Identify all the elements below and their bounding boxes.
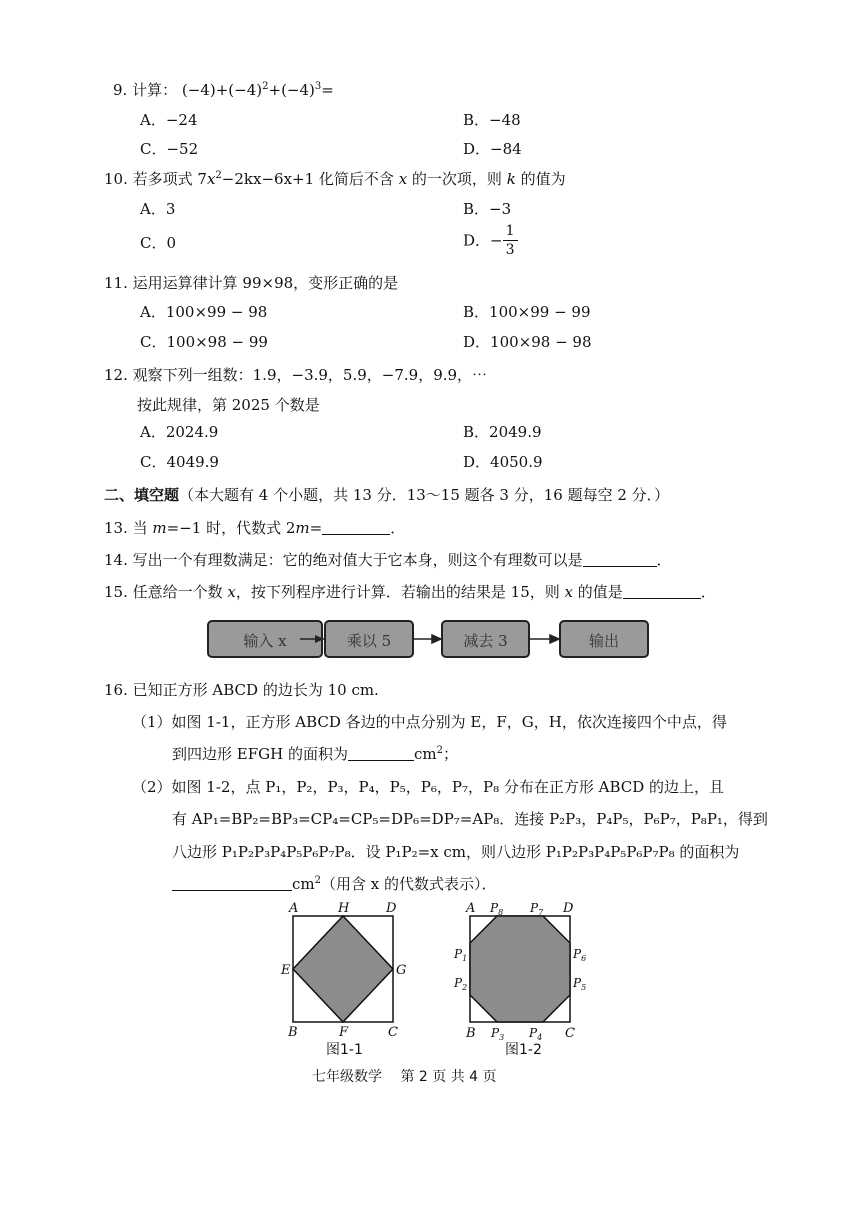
q9-option-a: A．−24 <box>140 111 198 129</box>
q16-part1-line2 <box>172 744 458 764</box>
q9-number: 9. <box>113 81 128 99</box>
q15-post: 的值是 <box>573 583 623 601</box>
q16-part1-line1: （1）如图 1-1，正方形 ABCD 各边的中点分别为 E，F，G，H，依次连接四个中点，得 <box>132 713 727 731</box>
q10-option-d-label: D． <box>463 231 491 250</box>
q16-number: 16. <box>104 681 128 699</box>
q16-part1-pow: 2 <box>436 745 443 756</box>
q13-var-m2: m <box>295 519 310 537</box>
q10-fraction-denominator: 3 <box>505 242 515 258</box>
q10-x-var: x <box>206 170 216 188</box>
q11-option-c: C．100×98 − 99 <box>140 333 268 351</box>
fig1-label-b: B <box>288 1025 298 1040</box>
q14-number: 14. <box>104 551 128 569</box>
q11-option-a: A．100×99 − 98 <box>140 303 268 321</box>
q13-number: 13. <box>104 519 128 537</box>
q9-equals: = <box>321 81 334 99</box>
q10-option-d-sign: − <box>490 231 503 250</box>
fig2-label-p6-sub: 6 <box>581 954 587 963</box>
section2-header <box>104 485 669 505</box>
fig2-label-b: B <box>466 1026 476 1041</box>
fig2-label-p1-sub: 1 <box>462 954 468 963</box>
fig2-label-p7-sub: 7 <box>538 908 544 917</box>
figure-1-1 <box>280 900 420 1050</box>
q16-part1-unit: cm <box>413 745 437 763</box>
q13-answer-blank[interactable] <box>322 520 390 535</box>
q12-number: 12. <box>104 366 128 384</box>
fig2-label-p8-sub: 8 <box>498 908 504 917</box>
fig1-label-g: G <box>396 963 407 978</box>
q16-part1-end: ； <box>442 745 458 763</box>
q16-part1-text: 到四边形 EFGH 的面积为 <box>172 745 348 763</box>
q15-end: ． <box>700 583 716 601</box>
q13-post: = <box>309 519 323 537</box>
q11-stem <box>104 273 398 293</box>
fig2-label-a: A <box>466 901 476 916</box>
q11-number: 11. <box>104 274 128 292</box>
q9-option-b: B．−48 <box>463 111 521 129</box>
q10-option-d <box>463 222 518 259</box>
q9-term2: (−4) <box>228 81 263 99</box>
q12-stem-line2: 按此规律，第 2025 个数是 <box>137 396 320 414</box>
q10-option-d-fraction <box>503 222 518 259</box>
figure-1-2 <box>452 900 602 1050</box>
q9-option-d: D．−84 <box>463 140 522 158</box>
section2-desc: （本大题有 4 个小题，共 13 分．13～15 题各 3 分，16 题每空 2 分．） <box>179 486 670 504</box>
q14-answer-blank[interactable] <box>583 552 657 567</box>
q10-number: 10. <box>104 170 128 188</box>
footer-page: 第 2 页 共 4 页 <box>400 1069 497 1085</box>
fig2-label-p5: $P_5$ <box>573 976 587 992</box>
fig2-label-p5-sub: 5 <box>581 983 587 992</box>
fig2-label-p4-sub: 4 <box>537 1033 543 1042</box>
q12-stem-text: 观察下列一组数：1.9，−3.9，5.9，−7.9，9.9，⋯ <box>132 366 488 384</box>
fig2-label-p6: $P_6$ <box>573 947 587 963</box>
fig1-label-f: F <box>339 1025 349 1040</box>
q9-exp2: 2 <box>262 81 269 92</box>
flow-step-input: 输入 x <box>207 620 323 658</box>
q10-stem-mid2: 的一次项，则 <box>407 170 507 188</box>
q10-stem-pre: 若多项式 7 <box>132 170 207 188</box>
q15-stem <box>104 582 716 602</box>
fig1-label-d: D <box>386 901 397 916</box>
q12-stem <box>104 365 487 385</box>
q9-term1: (−4) <box>181 81 216 99</box>
q13-stem <box>104 518 405 538</box>
q16-part2-end: （用含 x 的代数式表示）． <box>321 875 497 893</box>
q11-stem-text: 运用运算律计算 99×98，变形正确的是 <box>132 274 399 292</box>
q10-option-a: A．3 <box>140 200 176 218</box>
fig2-label-p7: $P_7$ <box>530 901 544 917</box>
fig1-label-e: E <box>281 963 291 978</box>
fig2-label-p2-sub: 2 <box>462 983 468 992</box>
q16-stem-text: 已知正方形 ABCD 的边长为 10 cm. <box>132 681 379 699</box>
q11-option-b: B．100×99 − 99 <box>463 303 591 321</box>
q9-stem <box>113 80 334 100</box>
q13-var-m: m <box>152 519 167 537</box>
fig1-label-h: H <box>338 901 350 916</box>
q9-term3: (−4) <box>281 81 315 99</box>
q15-pre: 任意给一个数 <box>132 583 228 601</box>
q16-part2-line2: 有 AP₁=BP₂=BP₃=CP₄=CP₅=DP₆=DP₇=AP₈．连接 P₂P₃，P₄P₅，P₆P₇，P₈P₁，得到 <box>172 810 768 828</box>
fig2-label-p8: $P_8$ <box>490 901 504 917</box>
q9-stem-text: 计算： <box>132 81 178 99</box>
q10-stem-post: 的值为 <box>515 170 566 188</box>
flow-step-subtract: 减去 3 <box>441 620 530 658</box>
q13-mid: =−1 时，代数式 2 <box>166 519 296 537</box>
fig2-label-p2: $P_2$ <box>454 976 468 992</box>
flow-step-multiply: 乘以 5 <box>324 620 414 658</box>
q12-option-d: D．4050.9 <box>463 453 543 471</box>
q13-end: ． <box>390 519 406 537</box>
flow-arrows <box>0 610 867 670</box>
fig2-caption: 图1-2 <box>505 1042 542 1058</box>
q10-fraction-numerator: 1 <box>503 222 518 241</box>
q9-plus2: + <box>268 81 282 99</box>
q10-option-c: C．0 <box>140 234 177 252</box>
q10-stem-var: x <box>398 170 408 188</box>
q11-option-d: D．100×98 − 98 <box>463 333 592 351</box>
q16-part2-line3: 八边形 P₁P₂P₃P₄P₅P₆P₇P₈．设 P₁P₂=x cm，则八边形 P₁P₂P₃P₄P₅P₆P₇P₈ 的面积为 <box>172 843 740 861</box>
fig1-quad-efgh <box>293 916 393 1022</box>
fig2-label-p1: $P_1$ <box>454 947 468 963</box>
q12-option-a: A．2024.9 <box>140 423 219 441</box>
q9-exp3: 3 <box>314 81 322 92</box>
q14-text: 写出一个有理数满足：它的绝对值大于它本身，则这个有理数可以是 <box>132 551 583 569</box>
q16-part1-blank[interactable] <box>348 746 414 761</box>
fig2-label-p3-sub: 3 <box>499 1033 505 1042</box>
flow-arrowhead-2 <box>550 635 559 643</box>
q16-part2-blank[interactable] <box>172 876 292 891</box>
q14-end: ． <box>656 551 672 569</box>
q9-plus: + <box>215 81 229 99</box>
fig2-label-d: D <box>563 901 574 916</box>
q10-option-b: B．−3 <box>463 200 512 218</box>
q10-stem <box>104 169 566 189</box>
q16-part2-unit: cm <box>292 875 315 893</box>
flow-step-output: 输出 <box>559 620 649 658</box>
page-footer <box>312 1066 497 1086</box>
footer-subject: 七年级数学 <box>312 1069 382 1085</box>
flow-arrow-first <box>300 629 340 649</box>
flow-arrowhead-1 <box>432 635 441 643</box>
q10-x-pow: 2 <box>215 170 222 181</box>
fig1-label-c: C <box>388 1025 398 1040</box>
q15-mid: ，按下列程序进行计算．若输出的结果是 15，则 <box>235 583 565 601</box>
q12-option-b: B．2049.9 <box>463 423 542 441</box>
q15-var-x2: x <box>564 583 573 601</box>
q15-number: 15. <box>104 583 128 601</box>
fig2-label-c: C <box>565 1026 575 1041</box>
q16-part2-pow: 2 <box>314 875 321 886</box>
q16-stem <box>104 680 379 700</box>
fig1-caption: 图1-1 <box>326 1042 363 1058</box>
section2-title: 二、填空题 <box>104 486 180 504</box>
fig1-label-a: A <box>289 901 299 916</box>
q10-stem-mid: −2kx−6x+1 化简后不含 <box>221 170 399 188</box>
fig2-label-p4: $P_4$ <box>529 1026 543 1042</box>
fig2-label-p3: $P_3$ <box>491 1026 505 1042</box>
q12-option-c: C．4049.9 <box>140 453 219 471</box>
q13-pre: 当 <box>132 519 153 537</box>
q15-answer-blank[interactable] <box>623 584 701 599</box>
q15-var-x: x <box>227 583 236 601</box>
q16-part2-line4 <box>172 874 497 894</box>
q16-part2-line1: （2）如图 1-2，点 P₁，P₂，P₃，P₄，P₅，P₆，P₇，P₈ 分布在正方形 ABCD 的边上，且 <box>132 778 725 796</box>
q10-stem-k: k <box>506 170 516 188</box>
fig2-octagon <box>470 916 570 1022</box>
q14-stem <box>104 550 672 570</box>
q9-option-c: C．−52 <box>140 140 199 158</box>
